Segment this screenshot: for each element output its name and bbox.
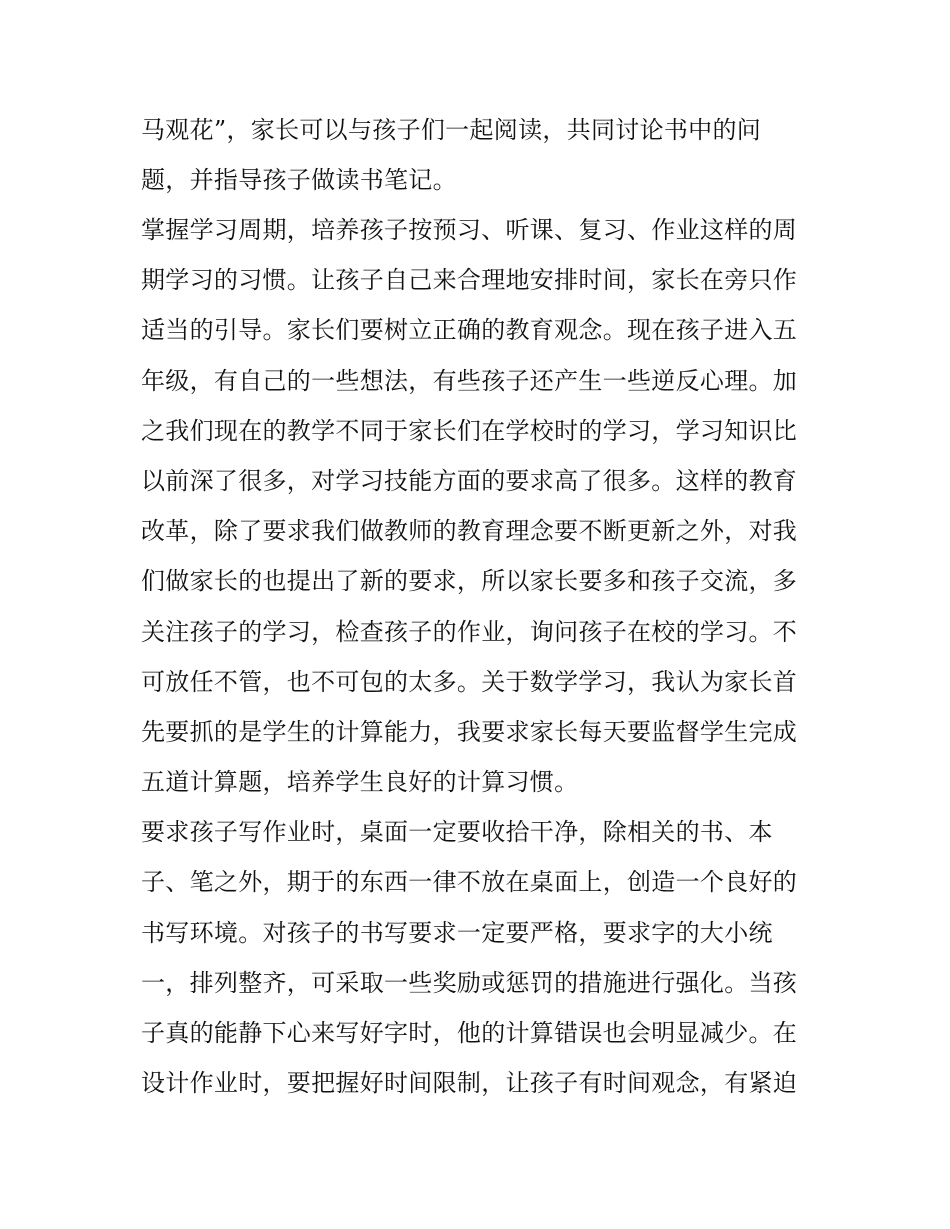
text-line: 设计作业时，要把握好时间限制，让孩子有时间观念，有紧迫 bbox=[141, 1069, 798, 1097]
text-line: 一，排列整齐，可采取一些奖励或惩罚的措施进行强化。当孩 bbox=[141, 969, 798, 997]
text-line: 马观花”，家长可以与孩子们一起阅读，共同讨论书中的问 bbox=[141, 116, 762, 144]
text-line: 年级，有自己的一些想法，有些孩子还产生一些逆反心理。加 bbox=[141, 367, 798, 395]
text-line: 改革，除了要求我们做教师的教育理念要不断更新之外，对我 bbox=[141, 517, 798, 545]
text-line: 子、笔之外，期于的东西一律不放在桌面上，创造一个良好的 bbox=[141, 868, 798, 896]
text-line: 五道计算题，培养学生良好的计算习惯。 bbox=[141, 768, 579, 796]
text-line: 可放任不管，也不可包的太多。关于数学学习，我认为家长首 bbox=[141, 668, 798, 696]
text-line: 题，并指导孩子做读书笔记。 bbox=[141, 166, 457, 194]
text-line: 之我们现在的教学不同于家长们在学校时的学习，学习知识比 bbox=[141, 417, 798, 445]
text-line: 期学习的习惯。让孩子自己来合理地安排时间，家长在旁只作 bbox=[141, 266, 798, 294]
text-line: 以前深了很多，对学习技能方面的要求高了很多。这样的教育 bbox=[141, 467, 798, 495]
text-line: 适当的引导。家长们要树立正确的教育观念。现在孩子进入五 bbox=[141, 316, 798, 344]
text-line: 掌握学习周期，培养孩子按预习、听课、复习、作业这样的周 bbox=[141, 216, 798, 244]
text-line: 们做家长的也提出了新的要求，所以家长要多和孩子交流，多 bbox=[141, 567, 798, 595]
text-line: 要求孩子写作业时，桌面一定要收拾干净，除相关的书、本 bbox=[141, 818, 773, 846]
text-line: 关注孩子的学习，检查孩子的作业，询问孩子在校的学习。不 bbox=[141, 618, 798, 646]
text-line: 先要抓的是学生的计算能力，我要求家长每天要监督学生完成 bbox=[141, 718, 798, 746]
text-line: 书写环境。对孩子的书写要求一定要严格，要求字的大小统 bbox=[141, 919, 773, 947]
text-line: 子真的能静下心来写好字时，他的计算错误也会明显减少。在 bbox=[141, 1019, 798, 1047]
